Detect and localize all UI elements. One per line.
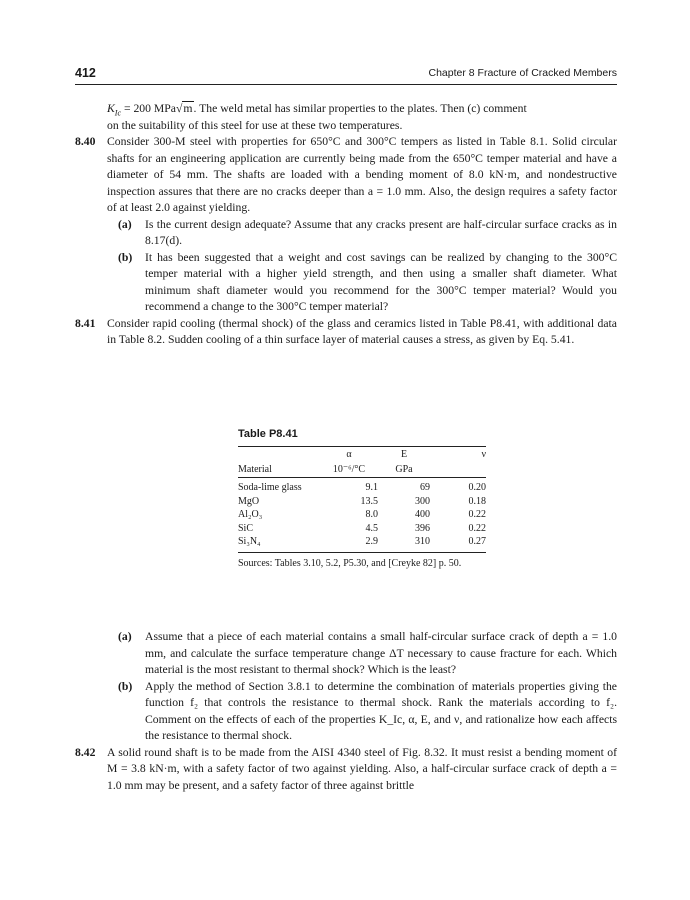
table-title: Table P8.41 xyxy=(238,428,298,440)
problem-8-42 xyxy=(75,745,617,795)
page-number: 412 xyxy=(75,66,96,80)
table-row: Soda-lime glass 9.1 69 0.20 xyxy=(238,482,486,493)
problem-8-41-part-b: (b) Apply the method of Section 3.8.1 to determine the combination of materials properties giving the function f₂ that controls the resistance to thermal shock. Rank the materials according to f₂. Comment on the effects of each of the properties K_Ic, α, E, and ν, and rationalize how each affects the resistance to thermal shock. xyxy=(118,679,617,742)
problem-text: Consider 300-M steel with properties for 650°C and 300°C tempers as listed in Table 8.1. Solid circular shafts for an engineering application are currently being made from the 650°C temper material and have a diameter of 54 mm. The shafts are loaded with a bending moment of 8.0 kN·m, and nondestructive inspection assures that there are no cracks deeper than a = 1.0 mm. Also, the design requires a safety factor of at least 2.0 against yielding. xyxy=(107,135,617,214)
problem-8-40 xyxy=(75,134,617,217)
page-header xyxy=(75,66,617,85)
problem-number: 8.42 xyxy=(75,745,96,759)
table-row: MgO 13.5 300 0.18 xyxy=(238,495,486,507)
table-sources: Sources: Tables 3.10, 5.2, P5.30, and [Creyke 82] p. 50. xyxy=(238,557,462,569)
table-row: Si₃N₄ 2.9 310 0.27 xyxy=(238,536,486,547)
problem-8-41 xyxy=(75,316,617,349)
table-row: SiC 4.5 396 0.22 xyxy=(238,522,486,534)
table-p8-41 xyxy=(238,428,486,571)
problem-number: 8.40 xyxy=(75,135,96,148)
body-upper xyxy=(75,101,617,349)
table-row: Al₂O₃ 8.0 400 0.22 xyxy=(238,509,486,520)
problem-number: 8.41 xyxy=(75,316,96,330)
body-lower xyxy=(75,629,617,794)
intro-continuation: $K_{Ic} = 200$ MPa√m. The weld metal has similar properties to the plates. Then (c) comment on the suitability of this steel for use at these two temperatures. xyxy=(107,102,527,132)
chapter-title: Chapter 8 Fracture of Cracked Members xyxy=(428,67,617,79)
problem-8-41-part-a: (a) Assume that a piece of each material contains a small half-circular surface crack of depth a = 1.0 mm, and calculate the surface temperature change ΔT necessary to cause fracture for each. Which material is the most resistant to thermal shock? Which is the least? xyxy=(118,630,617,676)
problem-8-40-part-a: (a) Is the current design adequate? Assume that any cracks present are half-circular surface cracks as in 8.17(d). xyxy=(118,217,617,247)
problem-text: A solid round shaft is to be made from the AISI 4340 steel of Fig. 8.32. It must resist a bending moment of M = 3.8 kN·m, with a safety factor of two against yielding. Also, a half-circular surface crack of depth a = 1.0 mm may be present, and a safety factor of three against brittle xyxy=(107,745,617,792)
table-header: α E ν Material 10⁻⁶/°C GPa xyxy=(238,449,486,475)
problem-text: Consider rapid cooling (thermal shock) of the glass and ceramics listed in Table P8.41, with additional data in Table 8.2. Sudden cooling of a thin surface layer of material causes a stress, as given by Eq. 5.41. xyxy=(107,316,617,346)
problem-8-40-part-b: (b) It has been suggested that a weight and cost savings can be realized by changing to the 300°C temper material with a higher yield strength, and then using a smaller shaft diameter. What minimum shaft diameter would you recommend for the 300°C temper material? Would you recommend a change to the 300°C temper material? xyxy=(118,250,617,313)
